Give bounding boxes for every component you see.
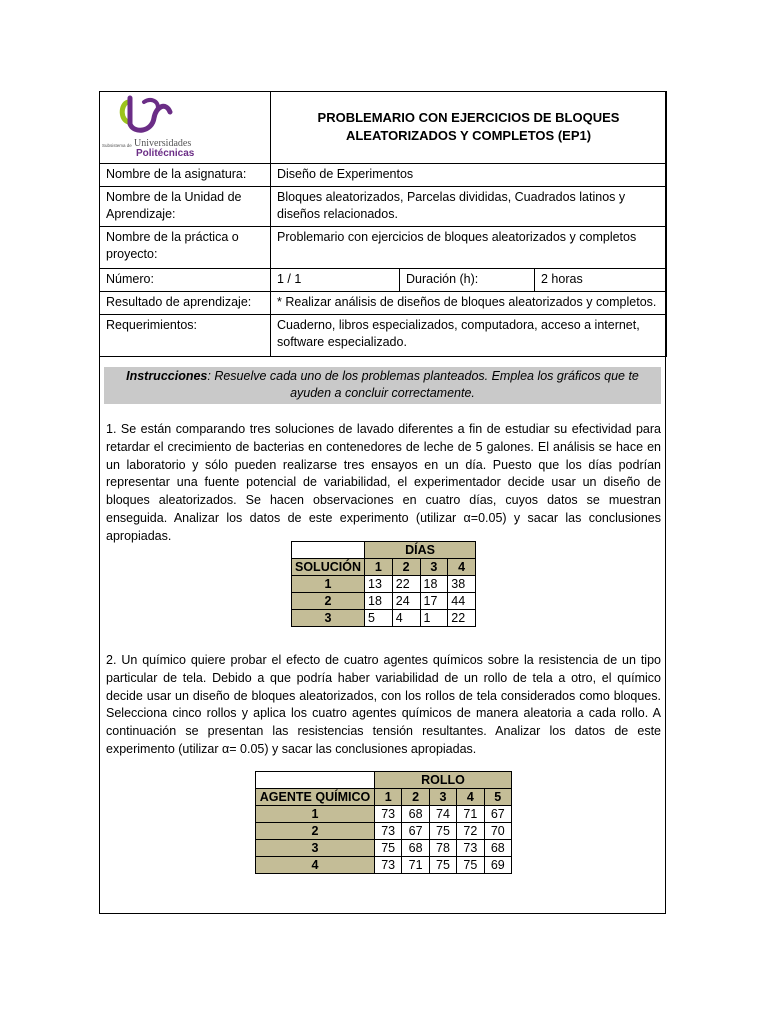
table-row bbox=[256, 823, 512, 840]
logo-line1: Universidades bbox=[134, 138, 192, 149]
table-cell: 68 bbox=[402, 806, 429, 823]
column-header: 1 bbox=[365, 559, 393, 576]
table-cell: 73 bbox=[457, 840, 484, 857]
table-cell: 44 bbox=[448, 593, 476, 610]
table-cell: 67 bbox=[484, 806, 511, 823]
row-label: 4 bbox=[256, 857, 375, 874]
table-row bbox=[256, 857, 512, 874]
instructions-box bbox=[104, 367, 661, 404]
table-cell: 38 bbox=[448, 576, 476, 593]
unidad-value: Bloques aleatorizados, Parcelas divididas, Cuadrados latinos y diseños relacionados. bbox=[271, 187, 667, 227]
table-cell: 74 bbox=[429, 806, 456, 823]
column-header: 3 bbox=[420, 559, 448, 576]
column-header: 4 bbox=[448, 559, 476, 576]
table-cell: 75 bbox=[457, 857, 484, 874]
row-label: 2 bbox=[256, 823, 375, 840]
numero-label: Número: bbox=[100, 269, 271, 292]
table-cell: 71 bbox=[457, 806, 484, 823]
instructions-text: : Resuelve cada uno de los problemas planteados. Emplea los gráficos que te ayuden a concluir correctamente. bbox=[207, 369, 639, 400]
asignatura-value: Diseño de Experimentos bbox=[271, 164, 667, 187]
table-cell: 13 bbox=[365, 576, 393, 593]
requerimientos-label: Requerimientos: bbox=[100, 315, 271, 357]
row-label: 3 bbox=[256, 840, 375, 857]
table-cell: 72 bbox=[457, 823, 484, 840]
table-cell: 67 bbox=[402, 823, 429, 840]
table-cell: 1 bbox=[420, 610, 448, 627]
table-cell: 18 bbox=[420, 576, 448, 593]
column-header: 3 bbox=[429, 789, 456, 806]
document-title: PROBLEMARIO CON EJERCICIOS DE BLOQUES ALEATORIZADOS Y COMPLETOS (EP1) bbox=[271, 92, 667, 164]
table-cell: 70 bbox=[484, 823, 511, 840]
table-cell: 75 bbox=[375, 840, 402, 857]
table-cell: 5 bbox=[365, 610, 393, 627]
table-cell: 78 bbox=[429, 840, 456, 857]
logo-line2: Politécnicas bbox=[136, 148, 195, 158]
instructions-label: Instrucciones bbox=[126, 369, 208, 383]
table-corner bbox=[256, 772, 375, 789]
rollo-header: ROLLO bbox=[375, 772, 512, 789]
table-cell: 73 bbox=[375, 823, 402, 840]
resultado-label: Resultado de aprendizaje: bbox=[100, 292, 271, 315]
dias-header: DÍAS bbox=[365, 542, 476, 559]
table-cell: 75 bbox=[429, 857, 456, 874]
problem2-text: 2. Un químico quiere probar el efecto de cuatro agentes químicos sobre la resistencia de un tipo particular de tela. Debido a que podría haber variabilidad de un rollo de tela a otro, el químico decide usar un diseño de bloques aleatorizados, con los rollos de tela considerados como bloques. Selecciona cinco rollos y aplica los cuatro agentes químicos de manera aleatoria a cada rollo. A continuación se presentan las resistencias tensión resultantes. Analizar los datos de este experimento (utilizar α= 0.05) y sacar las conclusiones apropiadas. bbox=[106, 653, 661, 756]
table-row bbox=[256, 806, 512, 823]
table-corner bbox=[292, 542, 365, 559]
logo-cell bbox=[100, 92, 271, 164]
table-cell: 24 bbox=[392, 593, 420, 610]
row-label: 2 bbox=[292, 593, 365, 610]
agente-header: AGENTE QUÍMICO bbox=[256, 789, 375, 806]
table-cell: 73 bbox=[375, 857, 402, 874]
row-label: 1 bbox=[292, 576, 365, 593]
table-cell: 71 bbox=[402, 857, 429, 874]
solucion-header: SOLUCIÓN bbox=[292, 559, 365, 576]
table-cell: 18 bbox=[365, 593, 393, 610]
requerimientos-value: Cuaderno, libros especializados, computadora, acceso a internet, software especializado. bbox=[271, 315, 667, 357]
table-cell: 73 bbox=[375, 806, 402, 823]
practica-value: Problemario con ejercicios de bloques aleatorizados y completos bbox=[271, 227, 667, 269]
asignatura-label: Nombre de la asignatura: bbox=[100, 164, 271, 187]
table-row bbox=[292, 593, 476, 610]
table-cell: 68 bbox=[402, 840, 429, 857]
universidades-politecnicas-logo bbox=[100, 92, 196, 158]
table-cell: 22 bbox=[392, 576, 420, 593]
table-cell: 68 bbox=[484, 840, 511, 857]
problem2-table bbox=[255, 771, 512, 874]
column-header: 4 bbox=[457, 789, 484, 806]
table-cell: 69 bbox=[484, 857, 511, 874]
column-header: 5 bbox=[484, 789, 511, 806]
unidad-label: Nombre de la Unidad de Aprendizaje: bbox=[100, 187, 271, 227]
header-info-table bbox=[99, 91, 667, 357]
table-cell: 4 bbox=[392, 610, 420, 627]
table-row bbox=[256, 840, 512, 857]
logo-small-text: Subsistema de bbox=[102, 143, 132, 148]
problem1-table bbox=[291, 541, 476, 627]
table-row bbox=[292, 610, 476, 627]
table-row bbox=[292, 576, 476, 593]
resultado-value: * Realizar análisis de diseños de bloques aleatorizados y completos. bbox=[271, 292, 667, 315]
numero-value: 1 / 1 bbox=[271, 269, 400, 292]
table-cell: 22 bbox=[448, 610, 476, 627]
table-cell: 17 bbox=[420, 593, 448, 610]
problem1-text: 1. Se están comparando tres soluciones de lavado diferentes a fin de estudiar su efectividad para retardar el crecimiento de bacterias en contenedores de leche de 5 galones. El análisis se hace en un laboratorio y sólo pueden realizarse tres ensayos en un día. Puesto que los días podrían representar una fuente potencial de variabilidad, el experimentador decide usar un diseño de bloques aleatorizados. Se hacen observaciones en cuatro días, cuyos datos se muestran enseguida. Analizar los datos de este experimento (utilizar α=0.05) y sacar las conclusiones apropiadas. bbox=[106, 422, 661, 543]
duracion-label: Duración (h): bbox=[400, 269, 535, 292]
column-header: 2 bbox=[392, 559, 420, 576]
column-header: 1 bbox=[375, 789, 402, 806]
table-cell: 75 bbox=[429, 823, 456, 840]
practica-label: Nombre de la práctica o proyecto: bbox=[100, 227, 271, 269]
duracion-value: 2 horas bbox=[535, 269, 667, 292]
row-label: 1 bbox=[256, 806, 375, 823]
row-label: 3 bbox=[292, 610, 365, 627]
column-header: 2 bbox=[402, 789, 429, 806]
